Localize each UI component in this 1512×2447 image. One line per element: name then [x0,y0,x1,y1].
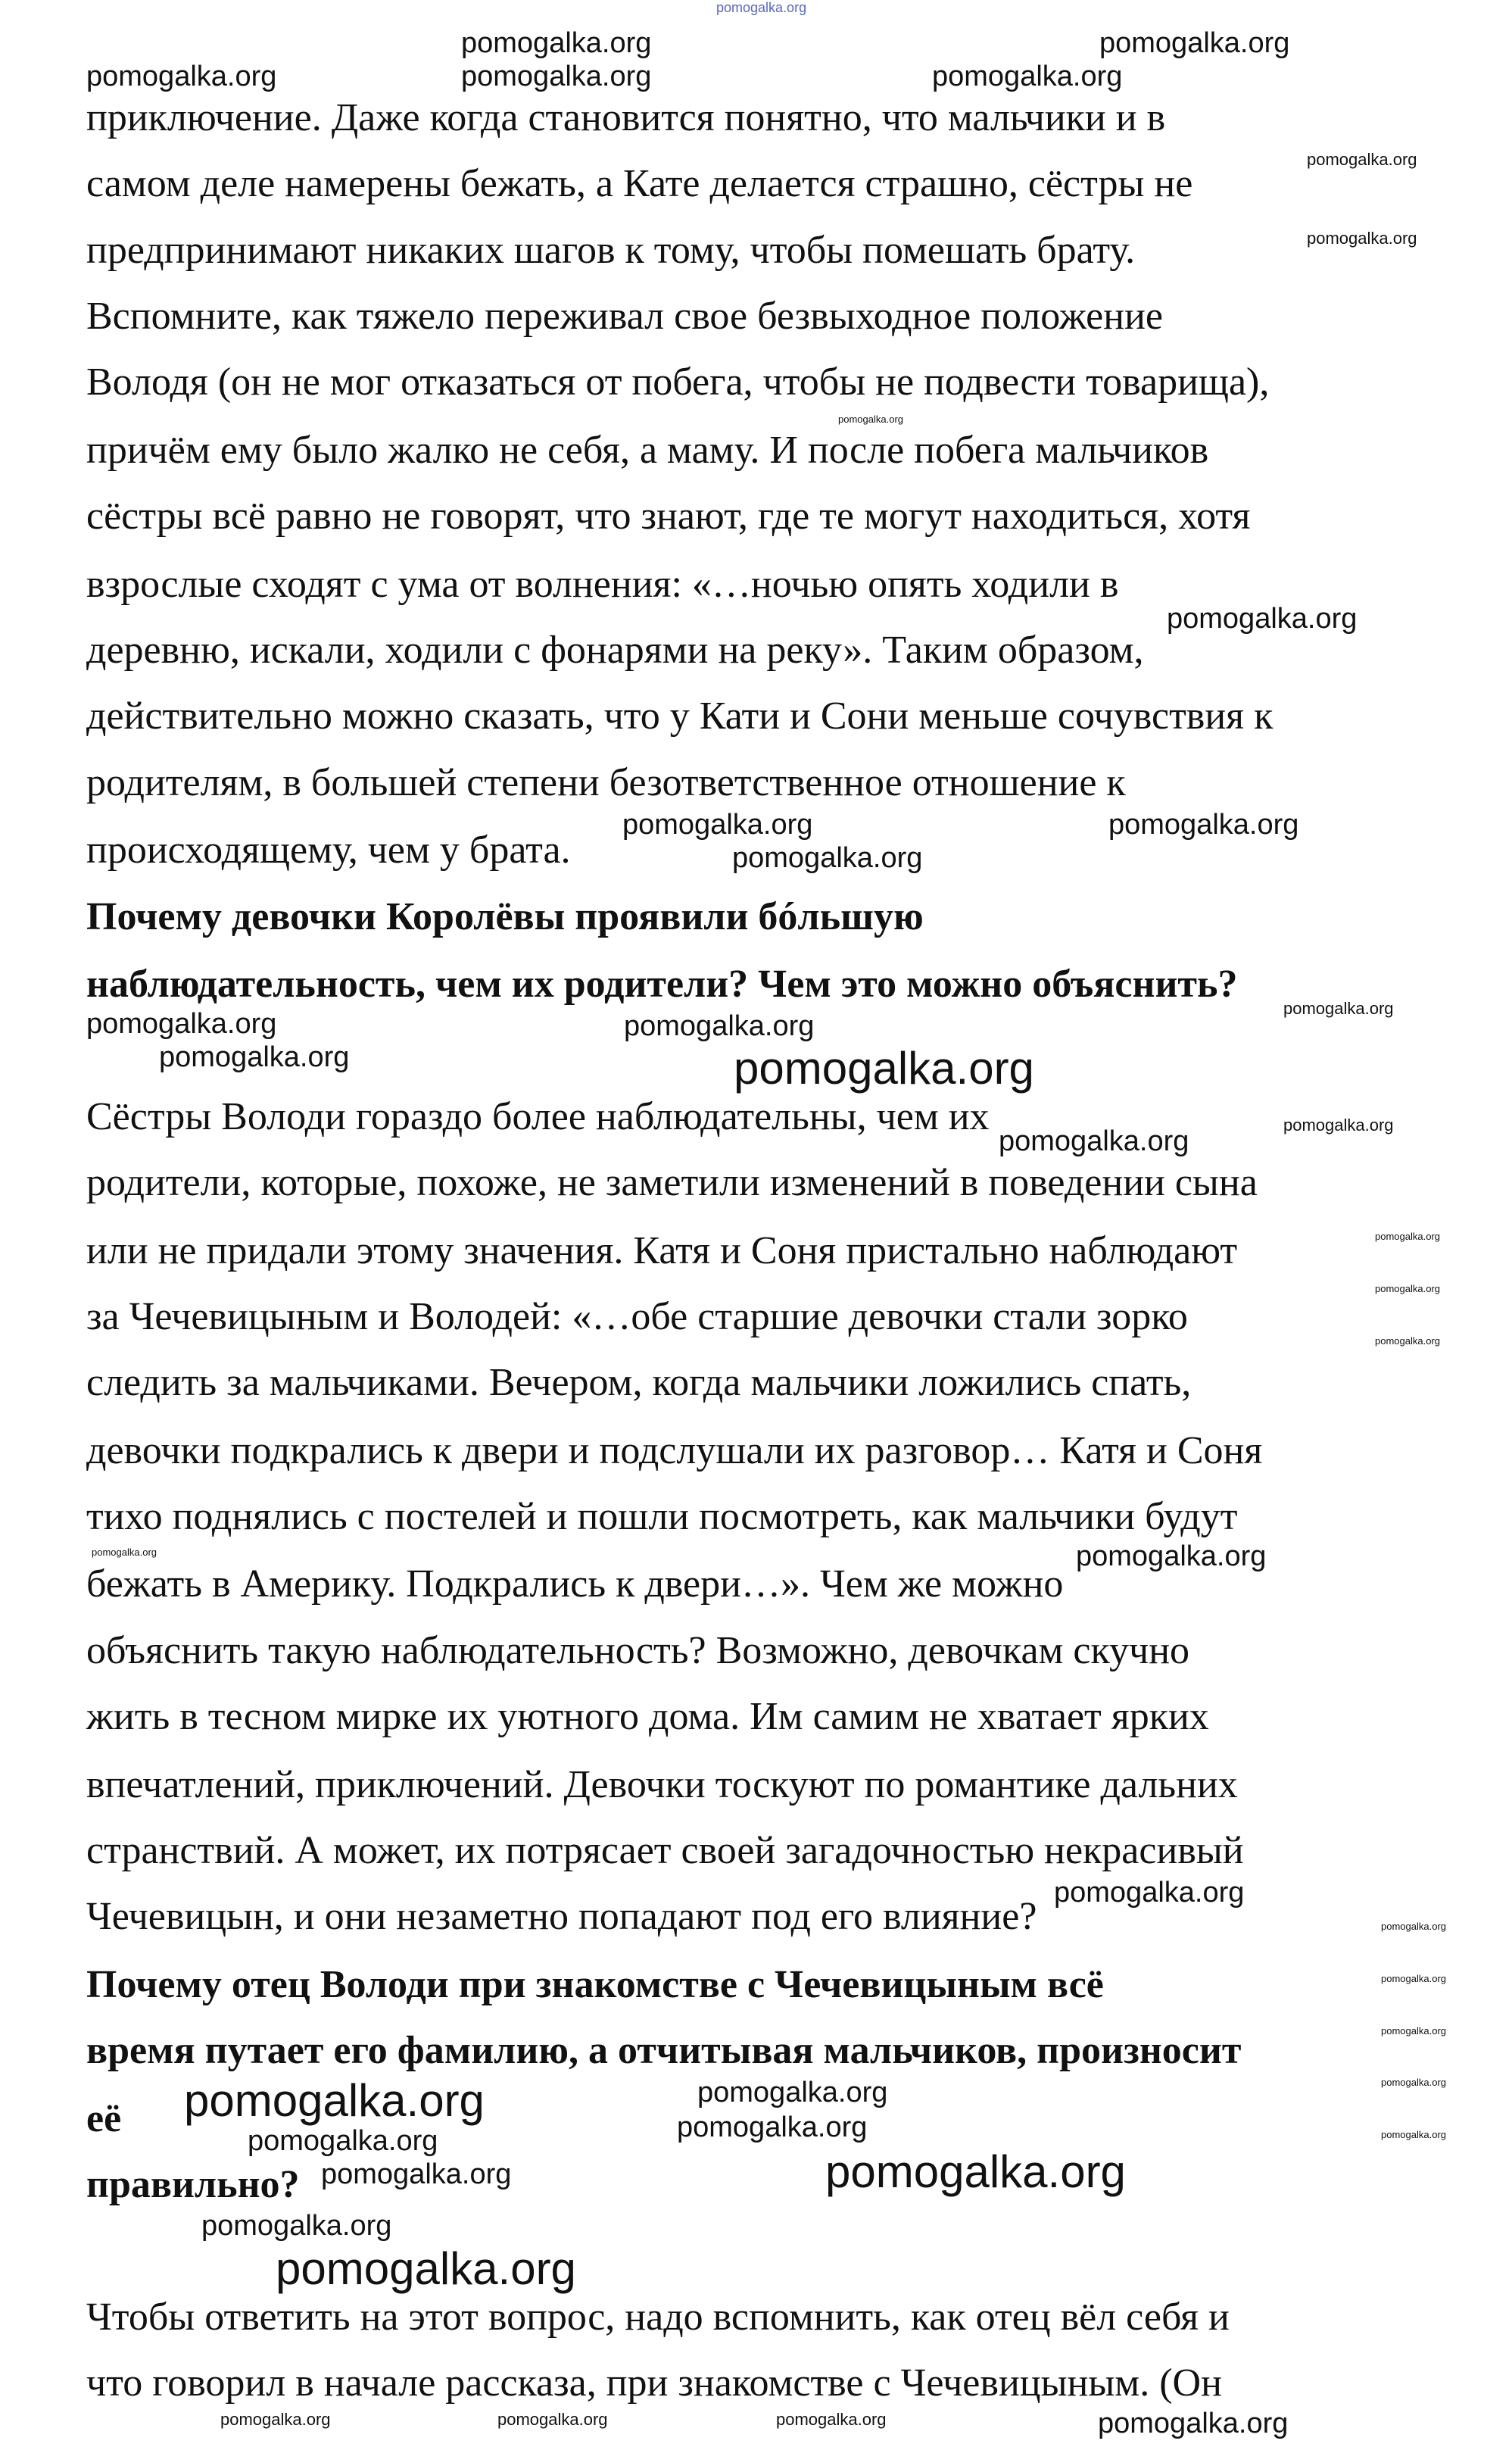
paragraph-line: Володя (он не мог отказаться от побега, чтобы не подвести товарища), [86,360,1270,404]
paragraph-line: Сёстры Володи гораздо более наблюдательны, чем их [86,1095,990,1138]
paragraph-line: самом деле намерены бежать, а Кате делается страшно, сёстры не [86,162,1193,205]
watermark-text: pomogalka.org [1375,1231,1440,1242]
paragraph-line: происходящему, чем у брата. [86,829,571,872]
question-heading-line: правильно? [86,2163,300,2206]
paragraph-line: или не придали этому значения. Катя и Соня пристально наблюдают [86,1229,1238,1272]
paragraph-line: следить за мальчиками. Вечером, когда мальчики ложились спать, [86,1361,1192,1404]
watermark-text: pomogalka.org [1381,1921,1446,1932]
paragraph-line: причём ему было жалко не себя, а маму. И после побега мальчиков [86,429,1209,472]
question-heading-line: Почему девочки Королёвы проявили бóльшую [86,895,924,938]
watermark-text: pomogalka.org [1076,1540,1267,1572]
watermark-text: pomogalka.org [677,2111,868,2143]
watermark-text: pomogalka.org [1381,2129,1446,2140]
watermark-text: pomogalka.org [86,1008,277,1040]
paragraph-line: за Чечевицыным и Володей: «…обе старшие девочки стали зорко [86,1295,1188,1338]
watermark-text: pomogalka.org [86,61,277,92]
paragraph-line: родителям, в большей степени безответственное отношение к [86,761,1126,804]
watermark-text: pomogalka.org [1108,809,1299,841]
paragraph-line: сёстры всё равно не говорят, что знают, где те могут находиться, хотя [86,495,1251,538]
watermark-text: pomogalka.org [1375,1335,1440,1347]
paragraph-line: впечатлений, приключений. Девочки тоскуют по романтике дальних [86,1763,1238,1806]
paragraph-line: взрослые сходят с ума от волнения: «…ночью опять ходили в [86,563,1119,606]
watermark-text: pomogalka.org [838,414,903,425]
paragraph-line: бежать в Америку. Подкрались к двери…». Чем же можно [86,1562,1064,1606]
watermark-text: pomogalka.org [461,27,652,59]
watermark-text: pomogalka.org [825,2146,1126,2197]
paragraph-line: тихо поднялись с постелей и пошли посмотреть, как мальчики будут [86,1495,1238,1538]
watermark-text: pomogalka.org [732,842,923,874]
watermark-text: pomogalka.org [1283,999,1394,1018]
watermark-text: pomogalka.org [1307,229,1417,248]
watermark-text: pomogalka.org [248,2125,438,2157]
watermark-text: pomogalka.org [276,2243,576,2294]
watermark-text: pomogalka.org [220,2410,331,2429]
watermark-text: pomogalka.org [999,1125,1189,1157]
paragraph-line: родители, которые, похоже, не заметили изменений в поведении сына [86,1161,1258,1204]
watermark-text: pomogalka.org [92,1547,157,1558]
watermark-text: pomogalka.org [776,2410,887,2429]
watermark-text: pomogalka.org [321,2158,512,2190]
paragraph-line: Вспомните, как тяжело переживал свое безвыходное положение [86,295,1164,338]
watermark-text: pomogalka.org [497,2410,608,2429]
watermark-text: pomogalka.org [734,1043,1034,1094]
paragraph-line: странствий. А может, их потрясает своей загадочностью некрасивый [86,1829,1244,1872]
paragraph-line: Чечевицын, и они незаметно попадают под его влияние? [86,1895,1037,1938]
watermark-text: pomogalka.org [1283,1116,1394,1135]
watermark-text: pomogalka.org [1381,2077,1446,2088]
paragraph-line: приключение. Даже когда становится понятно, что мальчики и в [86,96,1166,139]
paragraph-line: предпринимают никаких шагов к тому, чтобы помешать брату. [86,229,1136,272]
watermark-text: pomogalka.org [716,0,807,15]
paragraph-line: действительно можно сказать, что у Кати и Сони меньше сочувствия к [86,694,1274,738]
watermark-text: pomogalka.org [1307,150,1417,169]
watermark-text: pomogalka.org [1375,1283,1440,1294]
watermark-text: pomogalka.org [1381,2025,1446,2037]
watermark-text: pomogalka.org [622,809,813,841]
watermark-text: pomogalka.org [184,2075,485,2126]
watermark-text: pomogalka.org [1381,1973,1446,1984]
watermark-text: pomogalka.org [624,1010,815,1042]
paragraph-line: объяснить такую наблюдательность? Возможно, девочкам скучно [86,1629,1190,1672]
paragraph-line: деревню, искали, ходили с фонарями на реку». Таким образом, [86,629,1144,672]
question-heading-line: время путает его фамилию, а отчитывая мальчиков, произносит [86,2029,1242,2072]
paragraph-line: Чтобы ответить на этот вопрос, надо вспомнить, как отец вёл себя и [86,2296,1230,2339]
paragraph-line: жить в тесном мирке их уютного дома. Им самим не хватает ярких [86,1695,1209,1738]
question-heading-line: Почему отец Володи при знакомстве с Чечевицыным всё [86,1963,1104,2006]
watermark-text: pomogalka.org [932,61,1123,92]
watermark-text: pomogalka.org [697,2077,888,2108]
watermark-text: pomogalka.org [1054,1877,1245,1909]
question-heading-line: её [86,2097,122,2140]
watermark-text: pomogalka.org [1099,27,1290,59]
watermark-text: pomogalka.org [159,1041,350,1073]
paragraph-line: что говорил в начале рассказа, при знакомстве с Чечевицыным. (Он [86,2361,1222,2405]
question-heading-line: наблюдательность, чем их родители? Чем это можно объяснить? [86,963,1238,1006]
watermark-text: pomogalka.org [1167,603,1358,635]
paragraph-line: девочки подкрались к двери и подслушали их разговор… Катя и Соня [86,1429,1263,1472]
watermark-text: pomogalka.org [461,61,652,92]
watermark-text: pomogalka.org [1098,2408,1289,2439]
watermark-text: pomogalka.org [201,2210,392,2242]
